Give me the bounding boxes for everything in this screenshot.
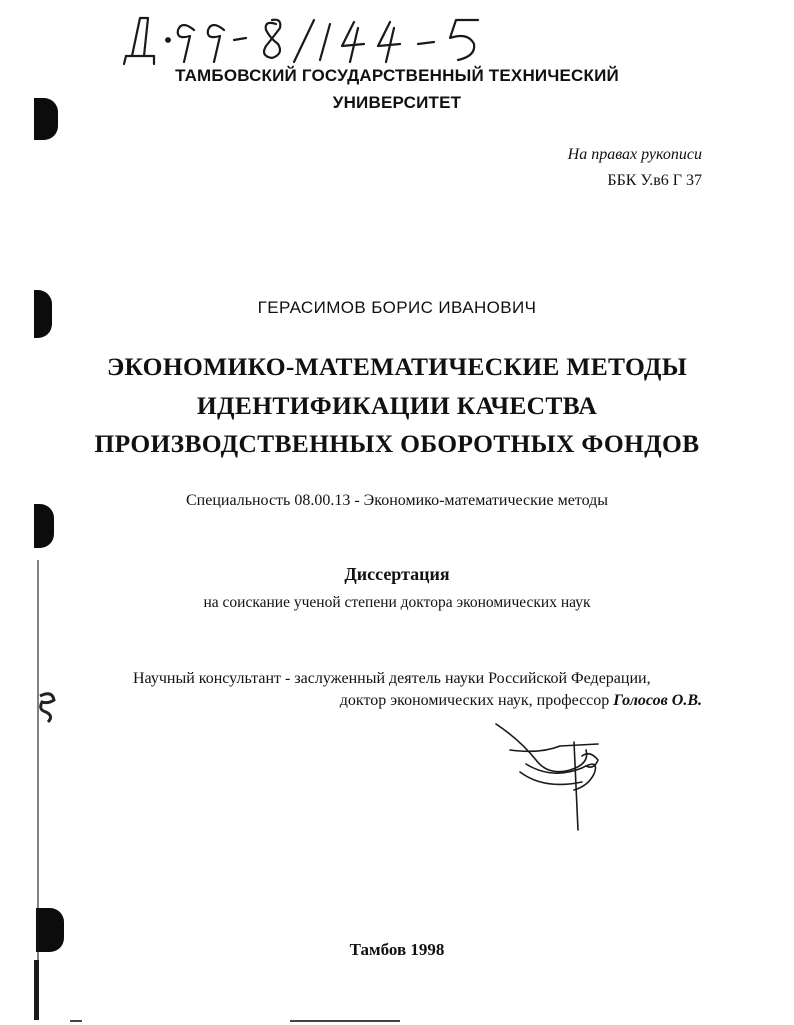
binder-hole-3	[34, 504, 54, 548]
university-line-1: ТАМБОВСКИЙ ГОСУДАРСТВЕННЫЙ ТЕХНИЧЕСКИЙ	[175, 66, 619, 85]
title-line-2: ИДЕНТИФИКАЦИИ КАЧЕСТВА	[196, 391, 598, 420]
scan-edge-mark	[34, 960, 39, 1020]
city-year: Тамбов 1998	[349, 940, 445, 959]
title-line-3: ПРОИЗВОДСТВЕННЫХ ОБОРОТНЫХ ФОНДОВ	[94, 429, 700, 458]
signature	[490, 720, 630, 840]
work-type-heading: Диссертация	[344, 564, 450, 584]
author-name: ГЕРАСИМОВ БОРИС ИВАНОВИЧ	[257, 298, 537, 317]
rights-note: На правах рукописи	[567, 146, 702, 163]
handwritten-catalog-number	[118, 6, 518, 70]
consultant-degree: доктор экономических наук, профессор	[339, 692, 610, 709]
consultant-line-1: Научный консультант - заслуженный деятель науки Российской Федерации,	[133, 670, 651, 687]
bottom-rule-left	[70, 1020, 82, 1022]
title-line-1: ЭКОНОМИКО-МАТЕМАТИЧЕСКИЕ МЕТОДЫ	[106, 352, 688, 381]
consultant-line-2	[340, 692, 702, 710]
degree-line: на соискание ученой степени доктора экономических наук	[203, 594, 591, 611]
scan-edge-line	[37, 560, 39, 1000]
consultant-name: Голосов О.В.	[613, 692, 702, 709]
bottom-rule-right	[290, 1020, 400, 1022]
university-line-2: УНИВЕРСИТЕТ	[332, 93, 462, 112]
specialty-line: Специальность 08.00.13 - Экономико-математические методы	[186, 492, 608, 509]
bbk-code: ББК У.в6 Г 37	[607, 172, 702, 189]
scan-mark-icon	[36, 690, 58, 724]
